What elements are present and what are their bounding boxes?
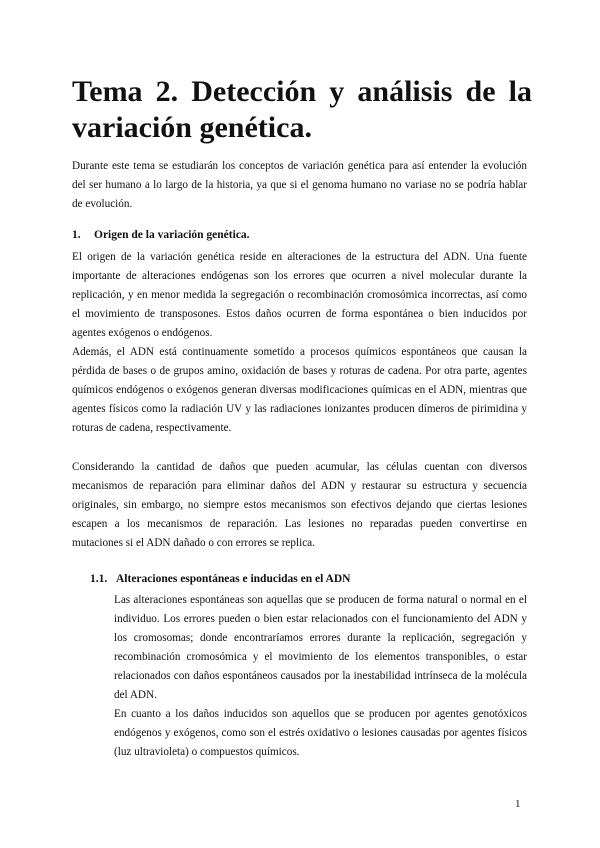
section-1-title: Origen de la variación genética. xyxy=(94,229,250,241)
section-1-paragraph-1: El origen de la variación genética reside en alteraciones de la estructura del ADN. Una fuente importante de alteraciones endógenas son los errores que ocurren a nivel molecular durante la replicación, y en menor medida la segregación o recombinación cromosómica incorrectas, así como el movimiento de transposones. Estos daños ocurren de forma espontánea o bien inducidos por agentes exógenos o endógenos. xyxy=(72,251,527,339)
section-1-body xyxy=(72,248,527,438)
section-1-1-title: Alteraciones espontáneas e inducidas en el ADN xyxy=(116,573,351,585)
section-1-1-heading xyxy=(90,573,350,585)
section-1-heading xyxy=(72,229,250,241)
section-1-paragraph-3: Considerando la cantidad de daños que pueden acumular, las células cuentan con diversos mecanismos de reparación para eliminar daños del ADN y restaurar su estructura y secuencia originales, sin embargo, no siempre estos mecanismos son efectivos dejando que ciertas lesiones escapen a los mecanismos de reparación. Las lesiones no reparadas pueden convertirse en mutaciones si el ADN dañado o con errores se replica. xyxy=(72,461,527,549)
section-1-number: 1. xyxy=(72,229,81,241)
section-1-1-number: 1.1. xyxy=(90,573,108,585)
section-1-1-paragraph-2: En cuanto a los daños inducidos son aquellos que se producen por agentes genotóxicos endógenos y exógenos, como son el estrés oxidativo o lesiones causadas por agentes físicos (luz ultravioleta) o compuestos químicos. xyxy=(114,708,527,758)
section-1-1-paragraph-1: Las alteraciones espontáneas son aquellas que se producen de forma natural o normal en el individuo. Los errores pueden o bien estar relacionados con el funcionamiento del ADN y los cromosomas; donde encontraríamos errores durante la replicación, segregación y recombinación cromosómica y el movimiento de los elementos transponibles, o estar relacionados con daños espontáneos causados por la inestabilidad intrínseca de la molécula del ADN. xyxy=(114,594,527,701)
page-title: Tema 2. Detección y análisis de la variación genética. xyxy=(72,75,532,144)
section-1-1-body xyxy=(114,591,527,762)
section-1-paragraph-2: Además, el ADN está continuamente sometido a procesos químicos espontáneos que causan la pérdida de bases o de grupos amino, oxidación de bases y roturas de cadena. Por otra parte, agentes químicos endógenos o exógenos generan diversas modificaciones químicas en el ADN, mientras que agentes físicos como la radiación UV y las radiaciones ionizantes producen dímeros de pirimidina y roturas de cadena, respectivamente. xyxy=(72,346,527,434)
page-number: 1 xyxy=(515,798,521,810)
intro-paragraph: Durante este tema se estudiarán los conceptos de variación genética para así entender la evolución del ser humano a lo largo de la historia, ya que si el genoma humano no variase no se podría hablar de evolución. xyxy=(72,160,527,210)
